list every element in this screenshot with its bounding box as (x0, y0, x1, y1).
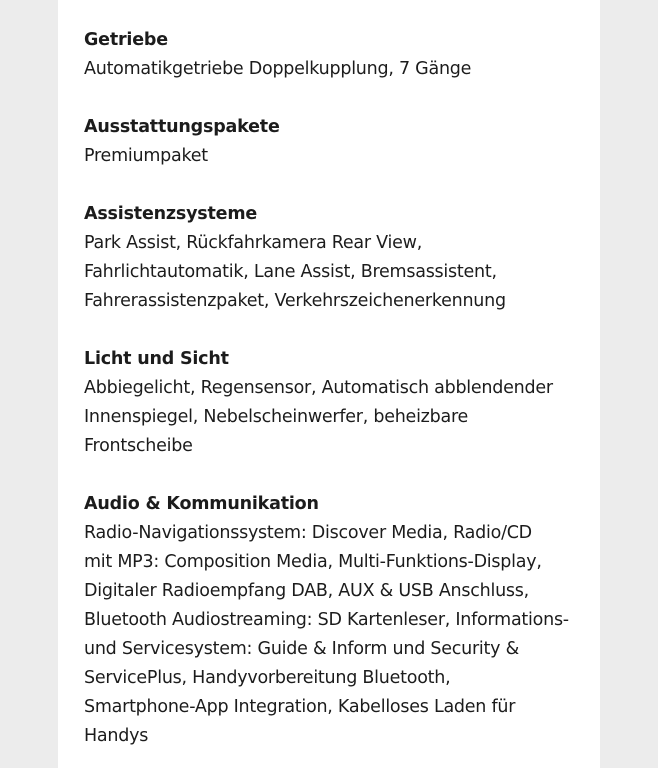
section-audio-kommunikation (84, 490, 594, 751)
section-text: Premiumpaket (84, 146, 208, 166)
section-text: Abbiegelicht, Regensensor, Automatisch abblendender Innenspiegel, Nebelscheinwerfer, beheizbare Frontscheibe (84, 378, 553, 456)
section-title: Ausstattungspakete (84, 117, 280, 137)
section-getriebe (84, 26, 594, 84)
section-title: Getriebe (84, 30, 168, 50)
section-text: Park Assist, Rückfahrkamera Rear View, Fahrlichtautomatik, Lane Assist, Bremsassistent, Fahrerassistenzpaket, Verkehrszeichenerkennung (84, 233, 506, 311)
section-text: Radio-Navigationssystem: Discover Media, Radio/CD mit MP3: Composition Media, Multi-Funktions-Display, Digitaler Radioempfang DAB, AUX & USB Anschluss, Bluetooth Audiostreaming: SD Kartenleser, Informations- und Servicesystem: Guide & Inform und Security & ServicePlus, Handyvorbereitung Bluetooth, Smartphone-App Integration, Kabelloses Laden für Handys (84, 523, 569, 746)
section-assistenzsysteme (84, 200, 594, 316)
section-licht-und-sicht (84, 345, 594, 461)
section-title: Assistenzsysteme (84, 204, 258, 224)
section-title: Licht und Sicht (84, 349, 229, 369)
feature-list (84, 26, 594, 768)
section-text: Automatikgetriebe Doppelkupplung, 7 Gänge (84, 59, 472, 79)
section-title: Audio & Kommunikation (84, 494, 319, 514)
section-ausstattungspakete (84, 113, 594, 171)
feature-card (58, 0, 600, 768)
